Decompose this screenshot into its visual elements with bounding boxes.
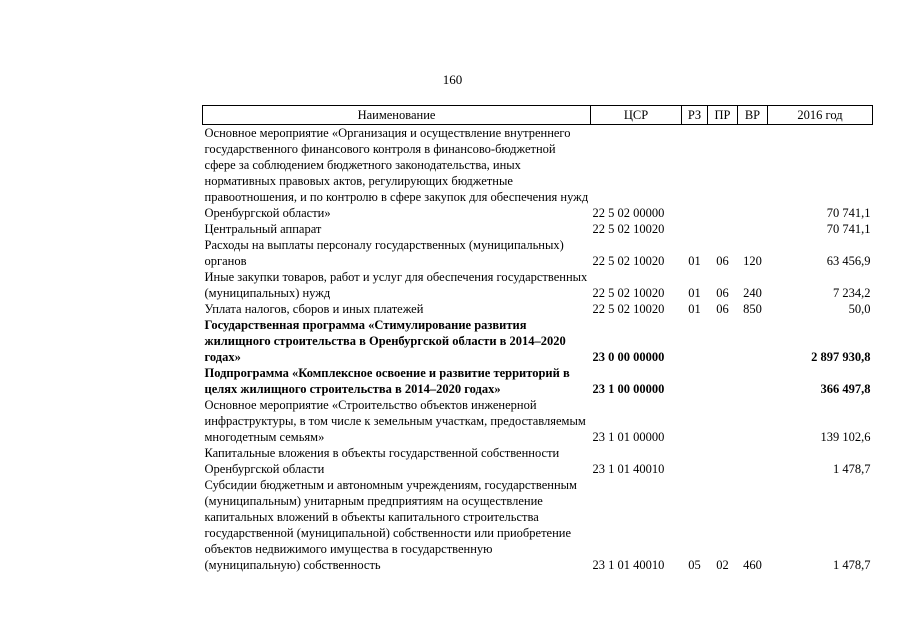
row-vr [738, 221, 768, 237]
row-sum: 7 234,2 [833, 286, 871, 300]
row-vr [738, 445, 768, 477]
row-sum: 50,0 [848, 302, 871, 316]
row-csr: 22 5 02 10020 [592, 254, 665, 268]
row-name: Уплата налогов, сборов и иных платежей [204, 302, 424, 316]
row-csr: 23 1 01 40010 [592, 558, 665, 572]
row-pr: 06 [716, 254, 729, 268]
table-row [203, 397, 873, 445]
row-vr: 850 [743, 302, 762, 316]
row-csr: 23 0 00 00000 [592, 350, 665, 364]
row-name: Государственная программа «Стимулирование развития жилищного строительства в Оренбургской области в 2014–2020 годах» [204, 318, 566, 364]
row-rz [682, 445, 708, 477]
row-rz [682, 317, 708, 365]
table-row [203, 125, 873, 222]
row-vr: 120 [743, 254, 762, 268]
row-pr [708, 365, 738, 397]
row-csr: 22 5 02 10020 [592, 302, 665, 316]
row-pr [708, 397, 738, 445]
row-vr: 240 [743, 286, 762, 300]
row-pr [708, 221, 738, 237]
row-pr [708, 445, 738, 477]
row-csr: 22 5 02 00000 [592, 206, 665, 220]
row-sum: 1 478,7 [833, 558, 871, 572]
header-vr: ВР [738, 106, 768, 125]
row-vr: 460 [743, 558, 762, 572]
row-sum: 70 741,1 [826, 206, 871, 220]
row-sum: 139 102,6 [820, 430, 871, 444]
row-rz [682, 397, 708, 445]
header-csr: ЦСР [591, 106, 682, 125]
row-csr: 22 5 02 10020 [592, 286, 665, 300]
row-name: Иные закупки товаров, работ и услуг для обеспечения государственных (муниципальных) нужд [204, 270, 588, 300]
row-sum: 63 456,9 [826, 254, 871, 268]
row-name: Основное мероприятие «Строительство объектов инженерной инфраструктуры, в том числе к земельным участкам, предоставляемым многодетным семьям» [204, 398, 586, 444]
header-pr: ПР [708, 106, 738, 125]
row-sum: 70 741,1 [826, 222, 871, 236]
header-name: Наименование [203, 106, 591, 125]
row-rz: 01 [688, 302, 701, 316]
row-name: Центральный аппарат [204, 222, 322, 236]
header-rz: РЗ [682, 106, 708, 125]
row-rz: 01 [688, 286, 701, 300]
row-sum: 2 897 930,8 [811, 350, 871, 364]
row-csr: 22 5 02 10020 [592, 222, 665, 236]
table-row [203, 269, 873, 301]
table-row [203, 477, 873, 573]
row-rz [682, 365, 708, 397]
row-vr [738, 125, 768, 222]
table-row [203, 445, 873, 477]
row-name: Основное мероприятие «Организация и осуществление внутреннего государственного финансового контроля в финансово-бюджетной сфере за соблюдением бюджетного законодательства, иных нормативных правовых актов, регулирующих бюджетные правоотношения, и по контролю в сфере закупок для обеспечения нужд Оренбургской области» [204, 126, 589, 220]
row-vr [738, 397, 768, 445]
table-row-program [203, 317, 873, 365]
row-vr [738, 365, 768, 397]
row-pr: 06 [716, 286, 729, 300]
table-row [203, 221, 873, 237]
row-rz [682, 221, 708, 237]
table-row [203, 301, 873, 317]
header-year: 2016 год [768, 106, 873, 125]
row-pr [708, 317, 738, 365]
row-csr: 23 1 00 00000 [592, 382, 665, 396]
row-pr: 02 [716, 558, 729, 572]
row-sum: 1 478,7 [833, 462, 871, 476]
row-rz: 05 [688, 558, 701, 572]
row-csr: 23 1 01 40010 [592, 462, 665, 476]
row-sum: 366 497,8 [820, 382, 871, 396]
row-name: Субсидии бюджетным и автономным учреждениям, государственным (муниципальным) унитарным предприятиям на осуществление капитальных вложений в объекты капитального строительства государственной (муниципальной) собственности или приобретение объектов недвижимого имущества в государственную (муниципальную) собственность [204, 478, 577, 572]
table-row-subprogram [203, 365, 873, 397]
row-name: Расходы на выплаты персоналу государственных (муниципальных) органов [204, 238, 564, 268]
row-vr [738, 317, 768, 365]
page-number: 160 [442, 72, 463, 87]
row-pr [708, 125, 738, 222]
row-rz [682, 125, 708, 222]
budget-table [202, 105, 873, 573]
row-rz: 01 [688, 254, 701, 268]
row-csr: 23 1 01 00000 [592, 430, 665, 444]
row-name: Капитальные вложения в объекты государственной собственности Оренбургской области [204, 446, 560, 476]
table-header-row [203, 106, 873, 125]
table-row [203, 237, 873, 269]
row-pr: 06 [716, 302, 729, 316]
row-name: Подпрограмма «Комплексное освоение и развитие территорий в целях жилищного строительства в 2014–2020 годах» [204, 366, 570, 396]
